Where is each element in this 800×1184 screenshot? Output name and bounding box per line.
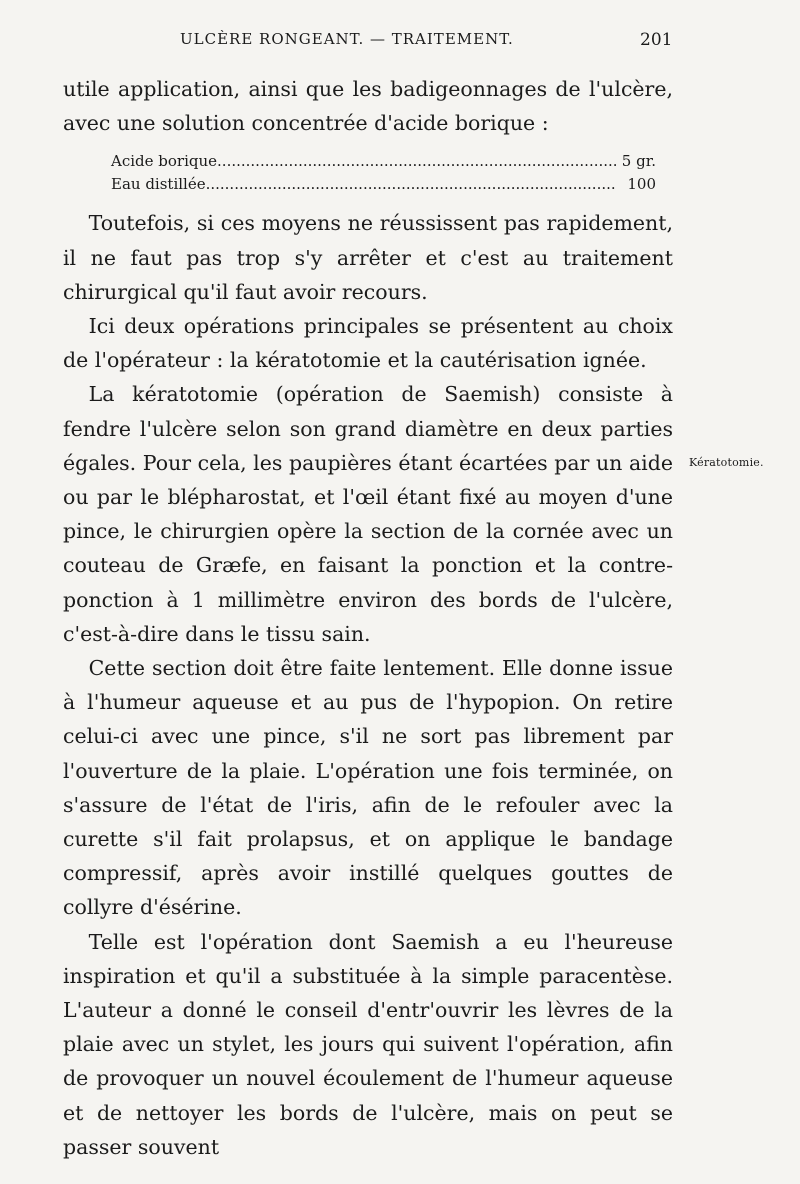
paragraph-1: utile application, ainsi que les badigeonnages de l'ulcère, avec une solution concentrée d'acide borique : bbox=[63, 77, 673, 136]
leader-dots bbox=[217, 150, 616, 173]
page-number: 201 bbox=[640, 30, 673, 50]
paragraph-2: Toutefois, si ces moyens ne réussissent pas rapidement, il ne faut pas trop s'y arrêter et c'est au traitement chirurgical qu'il faut avoir recours. bbox=[63, 211, 673, 304]
margin-note-keratotomie: Kératotomie. bbox=[689, 456, 764, 469]
formula-ingredient: Acide borique bbox=[111, 152, 218, 171]
formula-block bbox=[63, 150, 656, 196]
body-text bbox=[63, 72, 673, 1164]
formula-quantity: 100 bbox=[627, 175, 656, 194]
formula-ingredient: Eau distillée bbox=[111, 175, 206, 194]
paragraph-3: Ici deux opérations principales se présentent au choix de l'opérateur : la kératotomie et la cautérisation ignée. bbox=[63, 314, 673, 373]
formula-line-1 bbox=[111, 150, 656, 173]
paragraph-4: La kératotomie (opération de Saemish) consiste à fendre l'ulcère selon son grand diamètre en deux parties égales. Pour cela, les paupières étant écartées par un aide ou par le blépharostat, et l'œil étant fixé au moyen d'une pince, le chirurgien opère la section de la cornée avec un couteau de Græfe, en faisant la ponction et la contre-ponction à 1 millimètre environ des bords de l'ulcère, c'est-à-dire dans le tissu sain. bbox=[63, 382, 673, 646]
paragraph-5: Cette section doit être faite lentement. Elle donne issue à l'humeur aqueuse et au pus de l'hypopion. On retire celui-ci avec une pince, s'il ne sort pas librement par l'ouverture de la plaie. L'opération une fois terminée, on s'assure de l'état de l'iris, afin de le refouler avec la curette s'il fait prolapsus, et on applique le bandage compressif, après avoir instillé quelques gouttes de collyre d'ésérine. bbox=[63, 656, 673, 920]
paragraph-6: Telle est l'opération dont Saemish a eu l'heureuse inspiration et qu'il a substituée à la simple paracentèse. L'auteur a donné le conseil d'entr'ouvrir les lèvres de la plaie avec un stylet, les jours qui suivent l'opération, afin de provoquer un nouvel écoulement de l'humeur aqueuse et de nettoyer les bords de l'ulcère, mais on peut se passer souvent bbox=[63, 929, 673, 1159]
leader-dots bbox=[206, 173, 616, 196]
formula-line-2 bbox=[111, 173, 656, 196]
running-head: ULCÈRE RONGEANT. — TRAITEMENT. bbox=[180, 30, 514, 48]
formula-quantity: 5 gr. bbox=[621, 152, 656, 171]
